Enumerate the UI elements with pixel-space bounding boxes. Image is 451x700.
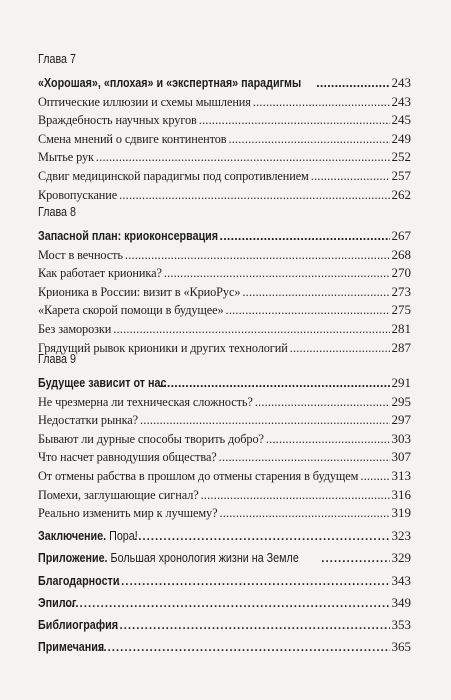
leader-dots bbox=[316, 74, 389, 93]
leader-dots bbox=[95, 636, 390, 658]
page-number: 243 bbox=[391, 93, 411, 109]
page-number: 316 bbox=[391, 486, 411, 502]
entry-title: Мытье рук bbox=[38, 150, 94, 165]
toc-entry[interactable] bbox=[38, 467, 411, 486]
page-number: 319 bbox=[391, 505, 411, 521]
toc-entry-notes[interactable] bbox=[38, 636, 411, 658]
entry-title: Оптические иллюзии и схемы мышления bbox=[38, 94, 251, 109]
leader-dots bbox=[160, 374, 390, 393]
toc-entry[interactable] bbox=[38, 167, 411, 186]
leader-dots bbox=[125, 246, 390, 265]
entry-title: Кровопускание bbox=[38, 187, 118, 202]
entry-title-bold: Заключение. bbox=[38, 529, 107, 543]
leader-dots bbox=[219, 448, 390, 467]
entry-title: Что насчет равнодушия общества? bbox=[38, 450, 217, 465]
toc-entry[interactable] bbox=[38, 320, 411, 339]
entry-title: Смена мнений о сдвиге континентов bbox=[38, 131, 227, 146]
entry-title: Помехи, заглушающие сигнал? bbox=[38, 487, 199, 502]
entry-title-rest: Пора! bbox=[106, 529, 138, 543]
chapter-8 bbox=[38, 205, 411, 357]
page-number: 291 bbox=[391, 375, 411, 390]
chapter-label: Глава 7 bbox=[38, 52, 77, 66]
toc-entry[interactable] bbox=[38, 186, 411, 205]
toc-entry[interactable] bbox=[38, 486, 411, 505]
entry-title-bold: Эпилог bbox=[38, 595, 77, 610]
leader-dots bbox=[255, 393, 390, 412]
chapter-label: Глава 9 bbox=[38, 352, 77, 366]
entry-title: Сдвиг медицинской парадигмы под сопротивлением bbox=[38, 168, 309, 183]
page-number: 323 bbox=[391, 528, 411, 543]
entry-title: Как работает крионика? bbox=[38, 266, 162, 281]
entry-title: Реально изменить мир к лучшему? bbox=[38, 506, 218, 521]
page-number: 343 bbox=[391, 572, 411, 588]
toc-entry[interactable] bbox=[38, 283, 411, 302]
leader-dots bbox=[113, 320, 389, 339]
leader-dots bbox=[199, 111, 390, 130]
toc-entry[interactable] bbox=[38, 148, 411, 167]
page-number: 349 bbox=[391, 594, 411, 610]
toc-entry[interactable] bbox=[38, 411, 411, 430]
page-number: 287 bbox=[391, 339, 411, 355]
toc-entry-bibliography[interactable] bbox=[38, 614, 411, 636]
leader-dots bbox=[134, 525, 390, 547]
page-number: 270 bbox=[391, 265, 411, 281]
page-number: 303 bbox=[391, 430, 411, 446]
page-number: 249 bbox=[391, 130, 411, 146]
chapter-title: Будущее зависит от нас bbox=[38, 376, 167, 390]
page-number: 295 bbox=[391, 393, 411, 409]
chapter-title-row[interactable] bbox=[38, 374, 411, 393]
page-number: 268 bbox=[391, 246, 411, 262]
toc-entry[interactable] bbox=[38, 111, 411, 130]
leader-dots bbox=[112, 570, 389, 592]
toc-entry-acknowledgements[interactable] bbox=[38, 570, 411, 592]
leader-dots bbox=[111, 614, 390, 636]
leader-dots bbox=[228, 130, 389, 149]
entry-title: От отмены рабства в прошлом до отмены старения в будущем bbox=[38, 468, 359, 483]
entry-title-bold: Библиография bbox=[38, 618, 119, 633]
entry-title: Грядущий рывок крионики и других технологий bbox=[38, 340, 288, 355]
leader-dots bbox=[219, 504, 389, 523]
page-number: 245 bbox=[391, 112, 411, 128]
toc-entry-epilogue[interactable] bbox=[38, 592, 411, 614]
entry-title-bold: Приложение. bbox=[38, 551, 108, 566]
page-number: 329 bbox=[391, 550, 411, 566]
entry-title-rest: Большая хронология жизни на Земле bbox=[107, 551, 299, 566]
entry-title: Крионика в России: визит в «КриоРус» bbox=[38, 284, 241, 299]
leader-dots bbox=[242, 283, 389, 302]
leader-dots bbox=[360, 467, 389, 486]
entry-title: Враждебность научных кругов bbox=[38, 113, 197, 128]
end-sections bbox=[38, 525, 411, 659]
page-number: 353 bbox=[391, 617, 411, 633]
leader-dots bbox=[266, 430, 390, 449]
leader-dots bbox=[321, 547, 390, 569]
entry-title: «Карета скорой помощи в будущее» bbox=[38, 303, 224, 318]
toc-entry-appendix[interactable] bbox=[38, 547, 411, 569]
page-number: 313 bbox=[391, 467, 411, 483]
chapter-title-row[interactable] bbox=[38, 74, 411, 93]
leader-dots bbox=[220, 227, 390, 246]
leader-dots bbox=[311, 167, 390, 186]
chapter-9 bbox=[38, 352, 411, 523]
leader-dots bbox=[164, 264, 390, 283]
toc-entry[interactable] bbox=[38, 393, 411, 412]
entry-title: Без заморозки bbox=[38, 321, 112, 336]
leader-dots bbox=[253, 93, 390, 112]
toc-entry[interactable] bbox=[38, 264, 411, 283]
page-number: 275 bbox=[391, 302, 411, 318]
page-number: 257 bbox=[391, 167, 411, 183]
chapter-title-row[interactable] bbox=[38, 227, 411, 246]
entry-title-bold: Благодарности bbox=[38, 573, 120, 588]
toc-entry[interactable] bbox=[38, 93, 411, 112]
toc-entry[interactable] bbox=[38, 430, 411, 449]
entry-title: Бывают ли дурные способы творить добро? bbox=[38, 431, 264, 446]
chapter-label: Глава 8 bbox=[38, 205, 77, 219]
toc-entry[interactable] bbox=[38, 504, 411, 523]
chapter-title: «Хорошая», «плохая» и «экспертная» парадигмы bbox=[38, 76, 302, 90]
page-number: 267 bbox=[391, 228, 411, 243]
chapter-title: Запасной план: криоконсервация bbox=[38, 229, 219, 243]
leader-dots bbox=[201, 486, 390, 505]
page-number: 281 bbox=[391, 320, 411, 336]
toc-entry[interactable] bbox=[38, 448, 411, 467]
leader-dots bbox=[119, 186, 389, 205]
toc-entry[interactable] bbox=[38, 301, 411, 320]
page-number: 243 bbox=[391, 75, 411, 90]
page-number: 262 bbox=[391, 186, 411, 202]
entry-title: Недостатки рынка? bbox=[38, 413, 139, 428]
page-number: 365 bbox=[391, 639, 411, 655]
page-number: 307 bbox=[391, 449, 411, 465]
toc-entry[interactable] bbox=[38, 246, 411, 265]
toc-entry-conclusion[interactable] bbox=[38, 525, 411, 547]
page-number: 252 bbox=[391, 149, 411, 165]
leader-dots bbox=[140, 411, 389, 430]
leader-dots bbox=[62, 592, 389, 614]
page-number: 273 bbox=[391, 283, 411, 299]
entry-title-bold: Примечания bbox=[38, 640, 105, 655]
page-number: 297 bbox=[391, 412, 411, 428]
entry-title: Не чрезмерна ли техническая сложность? bbox=[38, 394, 253, 409]
leader-dots bbox=[226, 301, 390, 320]
chapter-7 bbox=[38, 52, 411, 204]
leader-dots bbox=[96, 148, 390, 167]
entry-title: Мост в вечность bbox=[38, 247, 123, 262]
toc-entry[interactable] bbox=[38, 130, 411, 149]
